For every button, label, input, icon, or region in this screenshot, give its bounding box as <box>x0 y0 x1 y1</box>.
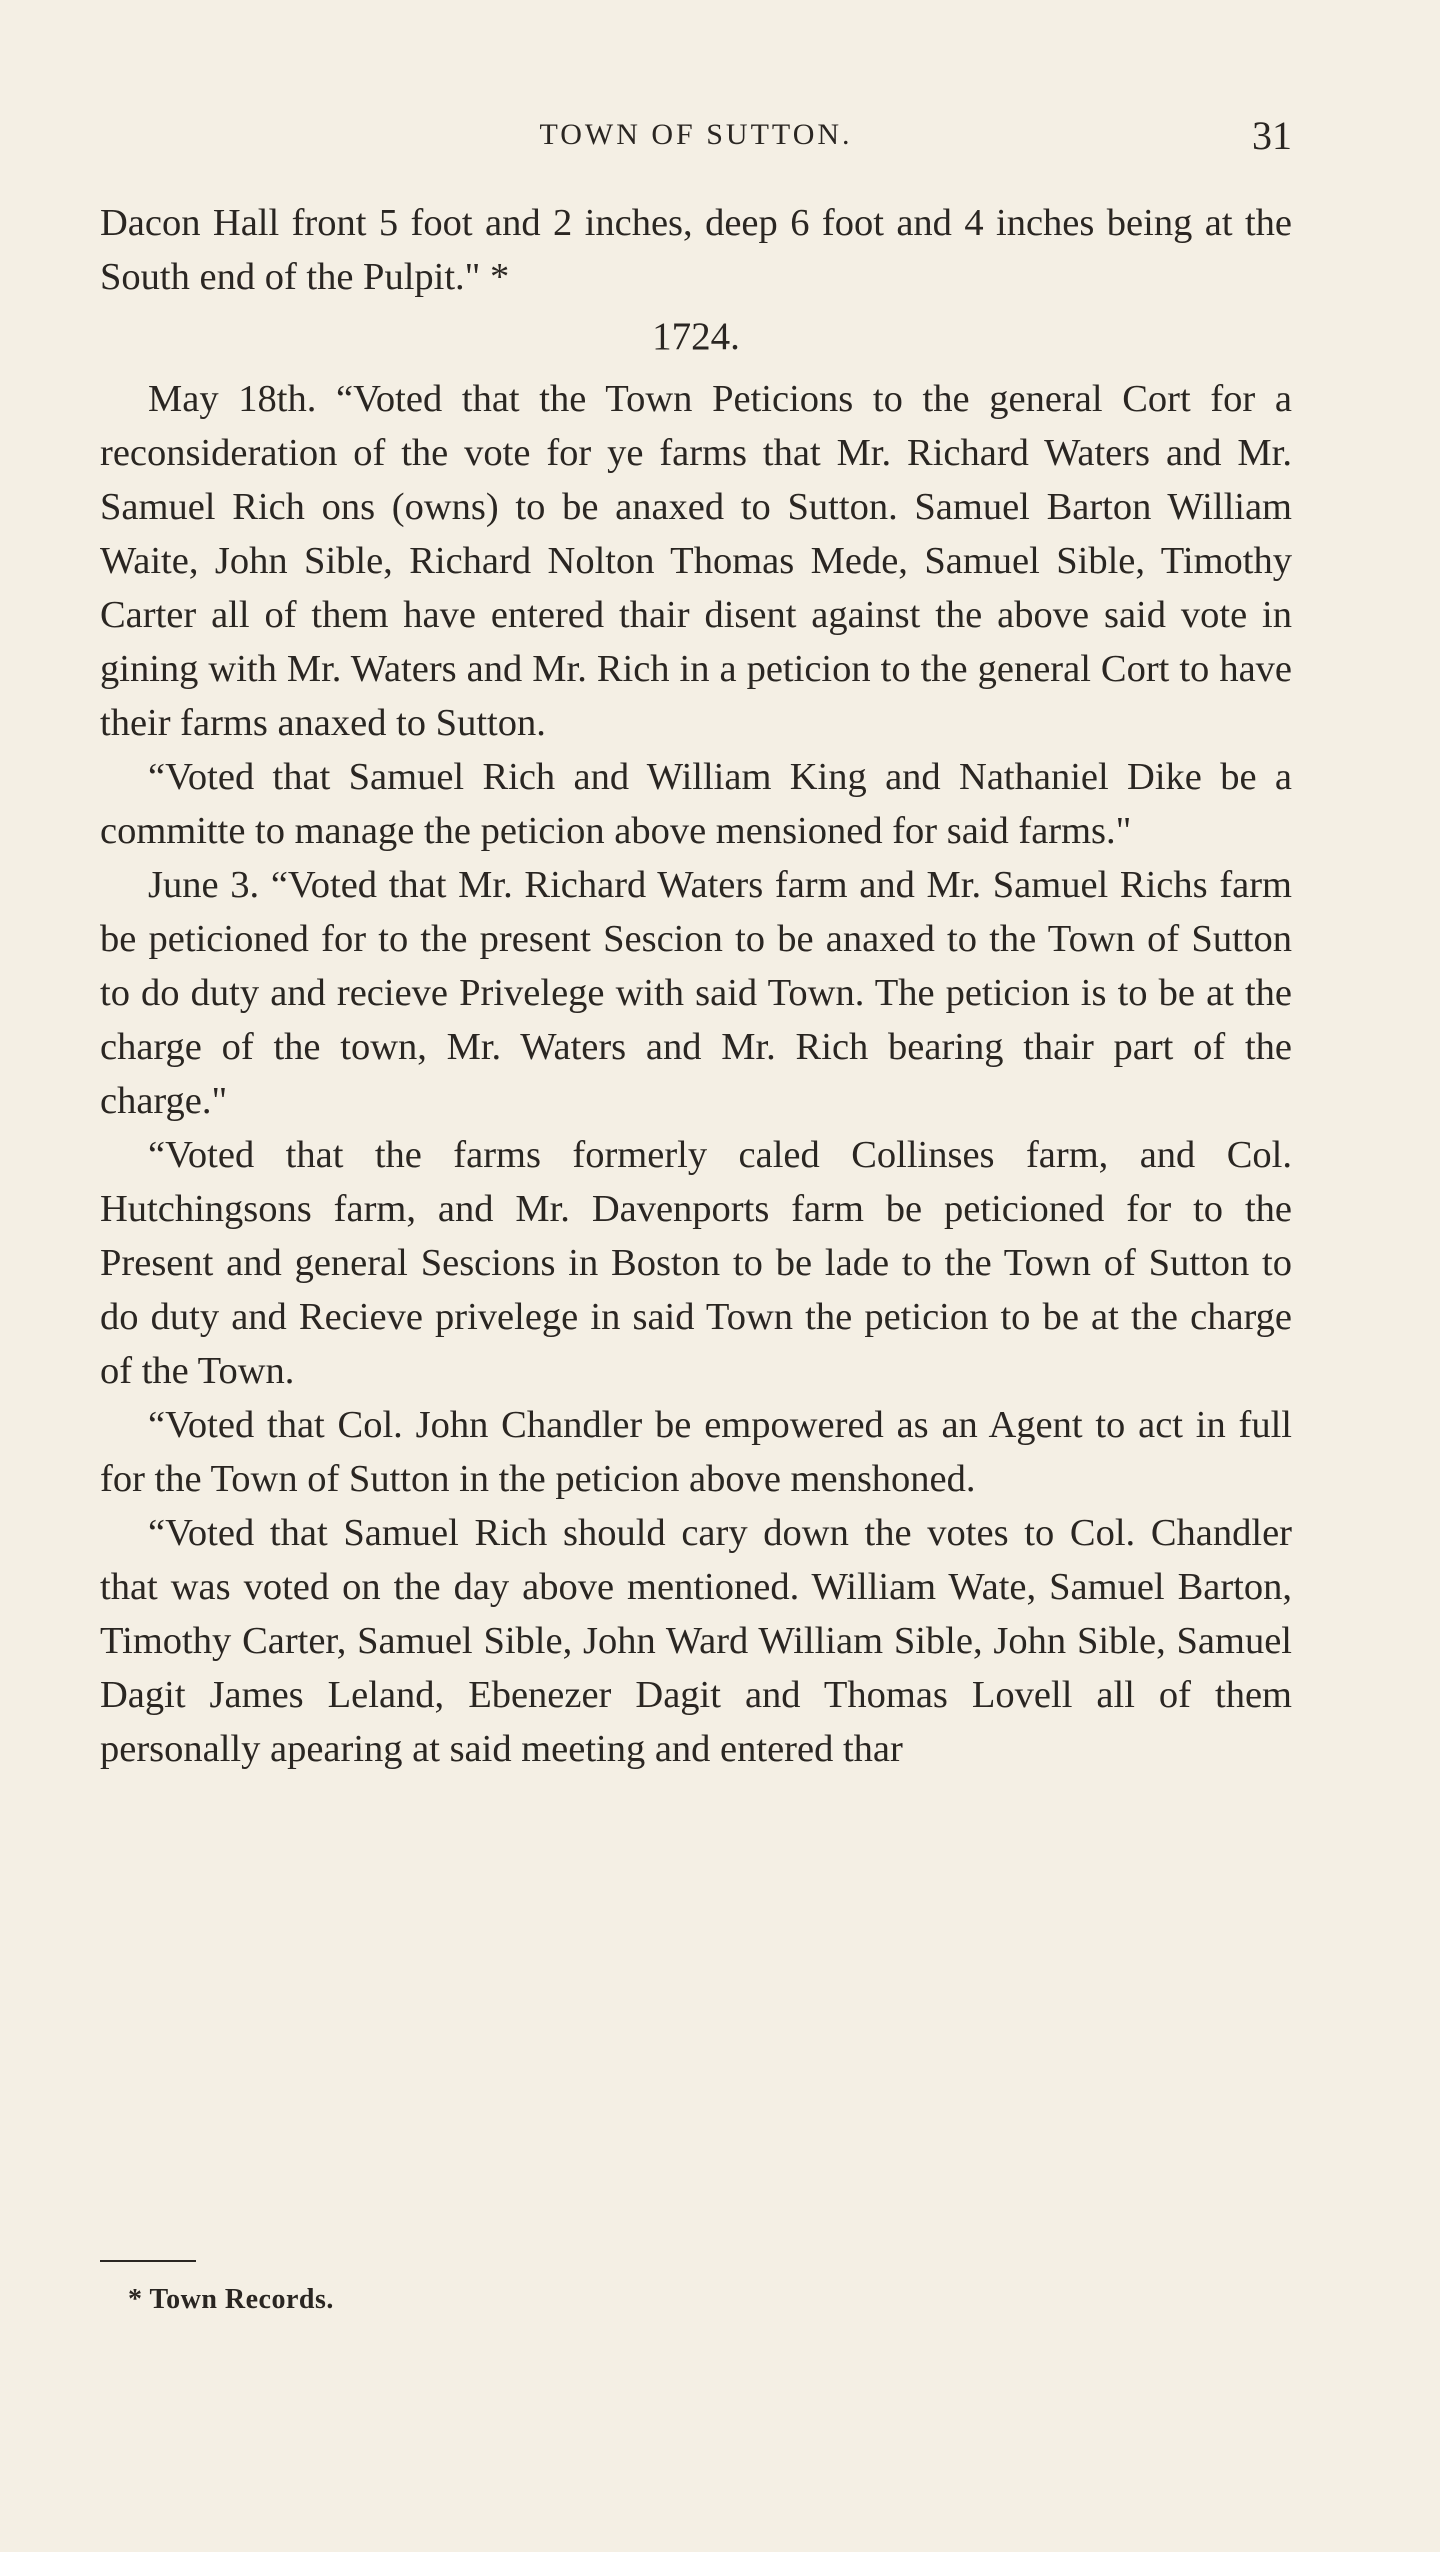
year-heading: 1724. <box>652 315 740 358</box>
footnote: * Town Records. <box>128 2284 334 2315</box>
paragraph-agent: “Voted that Col. John Chandler be empowered as an Agent to act in full for the Town of Sutton in the peticion above menshoned. <box>100 1404 1292 1500</box>
running-head: TOWN OF SUTTON. <box>539 118 853 151</box>
page-header <box>100 113 1292 168</box>
paragraph-june-3: June 3. “Voted that Mr. Richard Waters farm and Mr. Samuel Richs farm be peticioned for to the present Sescion to be anaxed to the Town of Sutton to do duty and recieve Privelege with said Town. The peticion is to be at the charge of the town, Mr. Waters and Mr. Rich bearing thair part of the charge." <box>100 864 1292 1122</box>
paragraph-votes: “Voted that Samuel Rich should cary down the votes to Col. Chandler that was voted on the day above mentioned. William Wate, Samuel Barton, Timothy Carter, Samuel Sible, John Ward William Sible, John Sible, Samuel Dagit James Leland, Ebenezer Dagit and Thomas Lovell all of them personally apearing at said meeting and entered thar <box>100 1512 1292 1770</box>
footnote-rule <box>100 2260 196 2262</box>
paragraph-farms: “Voted that the farms formerly caled Collinses farm, and Col. Hutchingsons farm, and Mr. Davenports farm be peticioned for to the Present and general Sescions in Boston to be lade to the Town of Sutton to do duty and Recieve privelege in said Town the peticion to be at the charge of the Town. <box>100 1134 1292 1392</box>
paragraph-may-18: May 18th. “Voted that the Town Peticions to the general Cort for a reconsideration of the vote for ye farms that Mr. Richard Waters and Mr. Samuel Rich ons (owns) to be anaxed to Sutton. Samuel Barton William Waite, John Sible, Richard Nolton Thomas Mede, Samuel Sible, Timothy Carter all of them have entered thair disent against the above said vote in gining with Mr. Waters and Mr. Rich in a peticion to the general Cort to have their farms anaxed to Sutton. <box>100 378 1292 744</box>
paragraph-continued: Dacon Hall front 5 foot and 2 inches, deep 6 foot and 4 inches being at the South end of the Pulpit." * <box>100 202 1292 298</box>
page-number: 31 <box>1252 113 1292 158</box>
body-text <box>100 196 1292 1776</box>
paragraph-committee: “Voted that Samuel Rich and William King and Nathaniel Dike be a committe to manage the peticion above mensioned for said farms." <box>100 756 1292 852</box>
